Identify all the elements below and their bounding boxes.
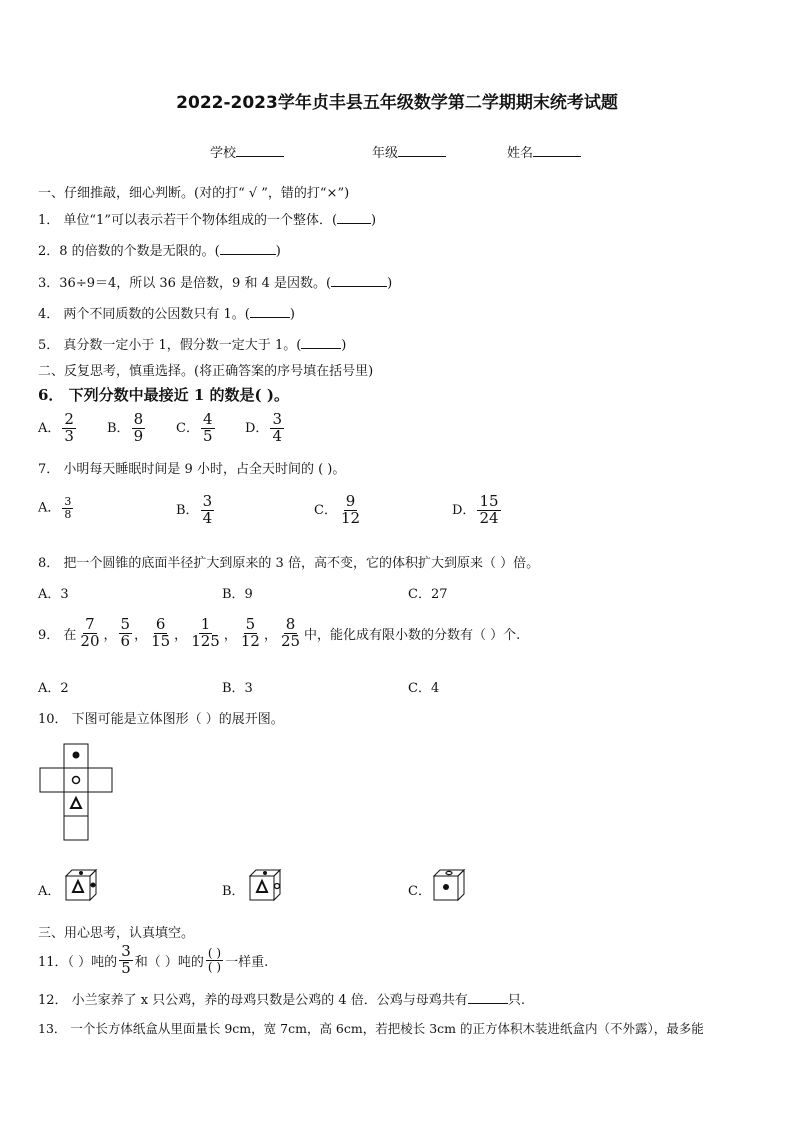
q2-close: ) bbox=[275, 244, 281, 259]
cube-net-figure bbox=[38, 742, 118, 842]
q7-a-label: A． bbox=[38, 500, 61, 516]
q8-option-b[interactable]: B．9 bbox=[222, 587, 253, 602]
q9-sep: ， bbox=[223, 627, 237, 643]
section-1-heading: 一、仔细推敲，细心判断。(对的打“ √ ”，错的打“×”) bbox=[38, 186, 350, 201]
name-label: 姓名 bbox=[507, 146, 534, 161]
q7-c-den: 12 bbox=[340, 508, 361, 527]
q6-a-num: 2 bbox=[64, 410, 74, 428]
q9-f3-den: 15 bbox=[151, 631, 171, 650]
q3-text: 3．36÷9＝4，所以 36 是倍数，9 和 4 是因数。( bbox=[38, 276, 332, 291]
q5-blank[interactable] bbox=[301, 336, 341, 349]
q7-b-num: 3 bbox=[202, 492, 213, 510]
q8-option-a[interactable]: A．3 bbox=[38, 587, 69, 602]
q7-b-label: B． bbox=[176, 502, 199, 518]
q7-option-d[interactable] bbox=[452, 494, 503, 527]
q6-option-d[interactable] bbox=[245, 412, 286, 445]
q9-sep: ， bbox=[103, 627, 117, 643]
q11-blank-num[interactable]: ( ) bbox=[207, 946, 222, 961]
q6-option-c[interactable] bbox=[176, 412, 217, 445]
q11-part2: 和（ ）吨的 bbox=[134, 954, 204, 970]
q10-option-a[interactable]: A． bbox=[38, 884, 61, 899]
q12-part2: 只. bbox=[507, 993, 525, 1008]
q4-text: 4． 两个不同质数的公因数只有 1。( bbox=[38, 307, 250, 322]
grade-label: 年级 bbox=[372, 146, 399, 161]
net-face-lower bbox=[64, 792, 88, 816]
q7-d-num: 15 bbox=[479, 492, 499, 510]
q6-c-num: 4 bbox=[202, 410, 213, 428]
q7-option-a[interactable] bbox=[38, 496, 75, 520]
q4-blank[interactable] bbox=[250, 305, 290, 318]
q7-d-label: D． bbox=[452, 502, 476, 518]
q6-b-num: 8 bbox=[133, 410, 144, 428]
q6-option-b[interactable] bbox=[107, 412, 147, 445]
q9-f2-den: 6 bbox=[120, 631, 131, 650]
q7-a-den: 8 bbox=[64, 507, 72, 521]
q10-b-cube-icon bbox=[248, 868, 286, 902]
q3-close: ) bbox=[387, 276, 393, 291]
q6-b-den: 9 bbox=[133, 426, 144, 445]
q10-a-cube-icon bbox=[64, 868, 102, 902]
q6-a-den: 3 bbox=[64, 426, 74, 445]
q6-stem: 6． 下列分数中最接近 1 的数是( )。 bbox=[38, 386, 289, 404]
q9-f1-num: 7 bbox=[85, 615, 95, 633]
section-3-heading: 三、用心思考，认真填空。 bbox=[38, 926, 195, 941]
q2-text: 2．8 的倍数的个数是无限的。( bbox=[38, 244, 220, 259]
name-blank[interactable] bbox=[533, 144, 581, 157]
q9-f1-den: 20 bbox=[80, 631, 100, 650]
q6-b-label: B． bbox=[107, 420, 130, 436]
q9-option-c[interactable]: C．4 bbox=[408, 681, 440, 696]
question-11 bbox=[38, 944, 268, 977]
q11-blank-den[interactable]: ( ) bbox=[207, 959, 222, 974]
q9-f2-num: 5 bbox=[120, 615, 131, 633]
q9-sep: ， bbox=[134, 627, 148, 643]
q9-f3-num: 6 bbox=[155, 615, 166, 633]
q11-den: 5 bbox=[121, 958, 131, 977]
q7-b-den: 4 bbox=[202, 508, 213, 527]
net-face-center bbox=[64, 768, 88, 792]
q5-close: ) bbox=[341, 338, 347, 353]
q8-stem: 8． 把一个圆锥的底面半径扩大到原来的 3 倍，高不变，它的体积扩大到原来（ ）倍。 bbox=[38, 556, 540, 571]
q7-d-den: 24 bbox=[479, 508, 499, 527]
q12-part1: 12． 小兰家养了 x 只公鸡，养的母鸡只数是公鸡的 4 倍．公鸡与母鸡共有 bbox=[38, 993, 468, 1008]
section-2-heading: 二、反复思考，慎重选择。(将正确答案的序号填在括号里) bbox=[38, 364, 374, 379]
net-face-right bbox=[88, 768, 112, 792]
q9-prefix: 9． 在 bbox=[38, 627, 77, 643]
q2-blank[interactable] bbox=[220, 242, 276, 255]
q6-c-label: C． bbox=[176, 420, 199, 436]
q6-option-a[interactable] bbox=[38, 412, 78, 445]
q3-blank[interactable] bbox=[331, 274, 387, 287]
q4-close: ) bbox=[289, 307, 295, 322]
question-2 bbox=[38, 240, 281, 259]
q10-stem: 10． 下图可能是立体图形（ ）的展开图。 bbox=[38, 712, 284, 727]
q1-blank[interactable] bbox=[337, 211, 371, 224]
q7-c-num: 9 bbox=[345, 492, 356, 510]
q9-option-a[interactable]: A．2 bbox=[38, 681, 69, 696]
q9-f4-num: 1 bbox=[200, 615, 211, 633]
question-3 bbox=[38, 272, 392, 291]
filled-dot-icon bbox=[73, 752, 80, 759]
q7-a-num: 3 bbox=[64, 495, 72, 508]
school-blank[interactable] bbox=[236, 144, 284, 157]
q9-sep: ， bbox=[263, 627, 277, 643]
q9-option-b[interactable]: B．3 bbox=[222, 681, 253, 696]
hollow-circle-icon bbox=[73, 777, 80, 784]
q7-c-label: C． bbox=[314, 502, 337, 518]
q9-suffix: 中，能化成有限小数的分数有（ ）个. bbox=[304, 627, 521, 643]
q1-text: 1． 单位“1”可以表示若干个物体组成的一个整体．( bbox=[38, 213, 338, 228]
name-field[interactable] bbox=[507, 142, 581, 161]
question-1 bbox=[38, 209, 376, 228]
question-9 bbox=[38, 617, 520, 650]
q10-c-cube-icon bbox=[432, 868, 470, 902]
q11-part3: 一样重. bbox=[225, 954, 269, 970]
q10-option-c[interactable]: C． bbox=[408, 884, 431, 899]
question-12 bbox=[38, 989, 525, 1008]
school-field[interactable] bbox=[210, 142, 284, 161]
q10-option-b[interactable]: B． bbox=[222, 884, 245, 899]
q9-f6-den: 25 bbox=[280, 631, 301, 650]
page-title: 2022-2023学年贞丰县五年级数学第二学期期末统考试题 bbox=[176, 93, 618, 113]
school-label: 学校 bbox=[210, 146, 237, 161]
q7-stem: 7． 小明每天睡眠时间是 9 小时，占全天时间的 ( )。 bbox=[38, 462, 346, 477]
q6-c-den: 5 bbox=[202, 426, 213, 445]
q9-f5-den: 12 bbox=[240, 631, 260, 650]
q9-f6-num: 8 bbox=[285, 615, 296, 633]
grade-blank[interactable] bbox=[398, 144, 446, 157]
net-face-left bbox=[40, 768, 64, 792]
q7-option-b[interactable] bbox=[176, 494, 216, 527]
q11-part1: 11．（ ）吨的 bbox=[38, 954, 118, 970]
q6-d-label: D． bbox=[245, 420, 269, 436]
question-4 bbox=[38, 303, 295, 322]
question-5 bbox=[38, 334, 346, 353]
triangle-icon bbox=[71, 798, 81, 808]
q9-sep: ， bbox=[174, 627, 188, 643]
q6-a-label: A． bbox=[38, 420, 61, 436]
q6-d-num: 3 bbox=[272, 410, 282, 428]
q13-text: 13． 一个长方体纸盒从里面量长 9cm，宽 7cm，高 6cm，若把棱长 3cm 的正方体积木装进纸盒内（不外露），最多能 bbox=[38, 1021, 704, 1036]
q6-d-den: 4 bbox=[272, 426, 282, 445]
q11-num: 3 bbox=[121, 942, 131, 960]
q7-option-c[interactable] bbox=[314, 494, 364, 527]
q1-close: ) bbox=[371, 213, 377, 228]
q8-option-c[interactable]: C．27 bbox=[408, 587, 448, 602]
q5-text: 5． 真分数一定小于 1，假分数一定大于 1。( bbox=[38, 338, 302, 353]
q9-f5-num: 5 bbox=[245, 615, 256, 633]
q12-blank[interactable] bbox=[468, 991, 508, 1004]
grade-field[interactable] bbox=[372, 142, 446, 161]
q9-f4-den: 125 bbox=[191, 631, 220, 650]
net-face-bottom bbox=[64, 816, 88, 840]
